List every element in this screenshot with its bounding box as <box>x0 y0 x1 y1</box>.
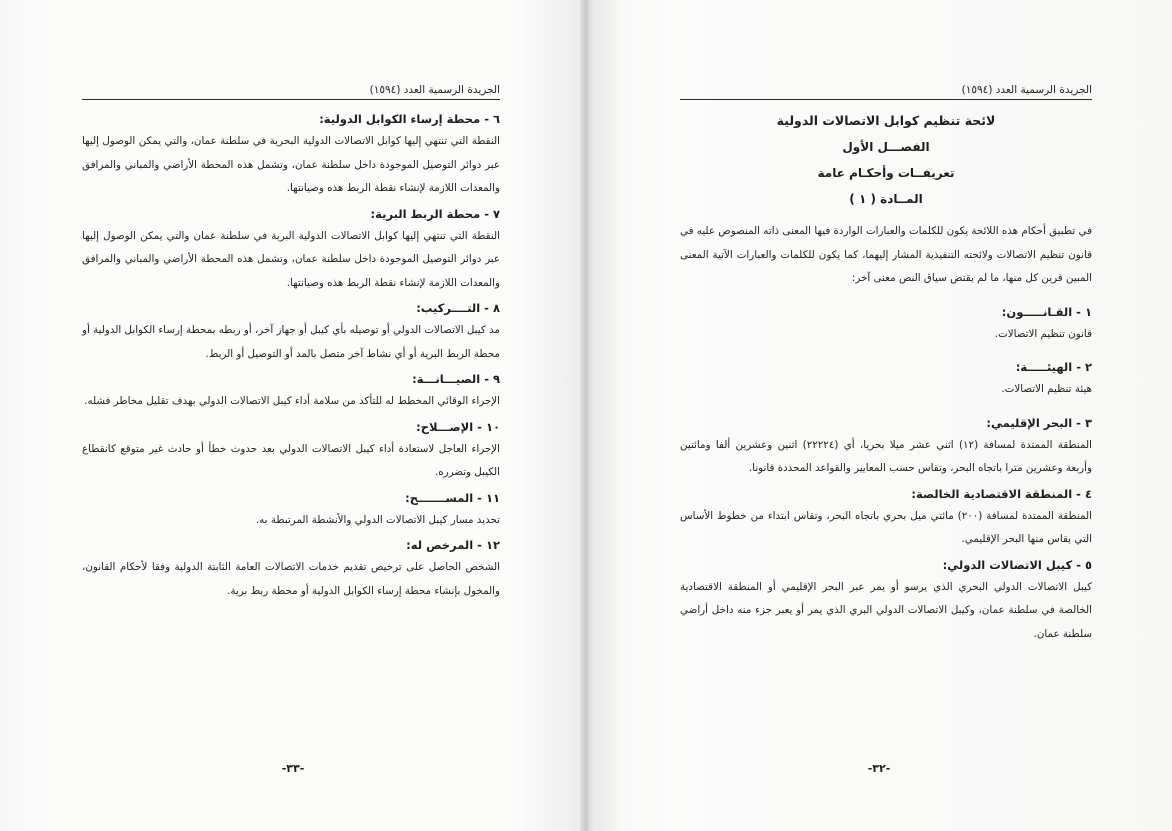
definition-text: تحديد مسار كيبل الاتصالات الدولي والأنشطة المرتبطة به. <box>255 513 500 526</box>
title-block <box>680 108 1092 212</box>
definition-heading: ٦ - محطة إرساء الكوابل الدولية: <box>319 112 500 126</box>
page-number: -٣٣- <box>281 762 305 775</box>
definition-heading: ٩ - الصيـــانـــة: <box>412 372 500 386</box>
definition-heading: ١ - القـانـــــون: <box>1001 304 1092 319</box>
definition-item <box>82 487 500 533</box>
definition-item <box>82 416 500 485</box>
page-right-content <box>680 84 1092 646</box>
page-left-content <box>82 84 500 603</box>
definition-text: النقطة التي تنتهي إليها كوابل الاتصالات الدولية البرية في سلطنة عمان والتي يمكن الوصول إليها عبر دوائر التوصيل الموجودة داخل سلطنة عمان، وتشمل هذه المحطة الأراضي والمباني والمرافق والمعدات اللازمة لإنشاء نقطة الربط هذه وصيانتها. <box>82 229 500 289</box>
intro-paragraph: في تطبيق أحكام هذه اللائحة يكون للكلمات والعبارات الواردة فيها المعنى ذاته المنصوص عليه في قانون تنظيم الاتصالات ولائحته التنفيذية المشار إليهما، كما يكون للكلمات والعبارات الآتية المعنى المبين قرين كل منها، ما لم يقتض سياق النص معنى آخر: <box>680 225 1092 284</box>
chapter-title: الفصـــل الأول <box>842 140 930 154</box>
definition-item <box>680 356 1092 402</box>
definition-item <box>680 301 1092 347</box>
page-number: -٣٢- <box>867 762 891 775</box>
definition-item <box>680 412 1092 481</box>
definition-text: الإجراء العاجل لاستعادة أداء كيبل الاتصالات الدولي بعد حدوث خطأ أو حادث غير متوقع كانقطاع الكيبل وتضرره. <box>82 442 500 478</box>
definition-heading: ٣ - البحر الإقليمي: <box>986 415 1092 430</box>
definition-text: النقطة التي تنتهي إليها كوابل الاتصالات الدولية البحرية في سلطنة عمان، والتي يمكن الوصول إليها عبر دوائر التوصيل الموجودة داخل سلطنة عمان، وتشمل هذه المحطة الأراضي والمباني والمرافق والمعدات اللازمة لإنشاء نقطة الربط هذه وصيانتها. <box>82 135 500 194</box>
chapter-subtitle: تعريفــات وأحكـام عامة <box>817 166 955 180</box>
gazette-title: الجريدة الرسمية العدد (١٥٩٤) <box>961 84 1092 96</box>
gazette-title: الجريدة الرسمية العدد (١٥٩٤) <box>369 84 500 96</box>
definition-heading: ٢ - الهيئـــــة: <box>1015 360 1092 374</box>
definition-text: كيبل الاتصالات الدولي البحري الذي يرسو أو يمر عبر البحر الإقليمي أو المنطقة الاقتصادية الخالصة في سلطنة عمان، وكيبل الاتصالات الدولي البري الذي يمر أو يعبر جزء منه داخل أراضي سلطنة عمان. <box>680 580 1092 640</box>
definition-item <box>82 534 500 603</box>
page-header <box>680 84 1092 100</box>
definition-item <box>82 108 500 201</box>
definition-heading: ٥ - كيبل الاتصالات الدولي: <box>942 557 1092 572</box>
definition-text: المنطقة الممتدة لمسافة (١٢) اثني عشر ميلا بحريا، أي (٢٢٢٢٤) اثنين وعشرين ألفا ومائتين وأربعة وعشرين مترا باتجاه البحر، وتقاس حسب المعايير والقواعد المحددة قانونا. <box>680 438 1092 474</box>
definition-text: مد كيبل الاتصالات الدولي أو توصيله بأي كيبل أو جهاز آخر، أو ربطه بمحطة إرساء الكوابل الدولية أو محطة الربط البرية أو أي نشاط آخر متصل بالمد أو التوصيل أو الربط. <box>82 324 500 360</box>
article-title: المــادة ( ١ ) <box>849 192 923 206</box>
definition-text: الإجراء الوقائي المخطط له للتأكد من سلامة أداء كيبل الاتصالات الدولي بهدف تقليل مخاطر فشله. <box>84 395 500 407</box>
definition-heading: ٨ - التــــركيب: <box>416 301 500 315</box>
definition-item <box>82 297 500 366</box>
definition-item <box>680 554 1092 647</box>
definition-heading: ١١ - المســـــــح: <box>405 490 500 505</box>
definition-heading: ٧ - محطة الربط البرية: <box>370 206 500 221</box>
page-header <box>82 84 500 100</box>
definition-item <box>82 203 500 296</box>
definition-item <box>680 483 1092 552</box>
definition-text: الشخص الحاصل على ترخيص تقديم خدمات الاتصالات العامة الثابتة الدولية وفقا لأحكام القانون، والمخول بإنشاء محطة إرساء الكوابل الدولية أو محطة ربط برية. <box>82 561 500 597</box>
definition-text: المنطقة الممتدة لمسافة (٢٠٠) مائتي ميل بحري باتجاه البحر، وتقاس ابتداء من خطوط الأساس التي يقاس منها البحر الإقليمي. <box>680 509 1092 545</box>
definition-text: هيئة تنظيم الاتصالات. <box>1001 383 1092 395</box>
definition-heading: ١٢ - المرخص له: <box>406 538 500 552</box>
regulation-title: لائحة تنظيم كوابل الاتصالات الدولية <box>776 113 996 128</box>
definition-heading: ٤ - المنطقة الاقتصادية الخالصة: <box>911 486 1092 501</box>
definition-item <box>82 368 500 414</box>
page-right <box>586 0 1172 831</box>
definition-heading: ١٠ - الإصـــلاح: <box>416 419 500 434</box>
definition-text: قانون تنظيم الاتصالات. <box>994 327 1092 340</box>
